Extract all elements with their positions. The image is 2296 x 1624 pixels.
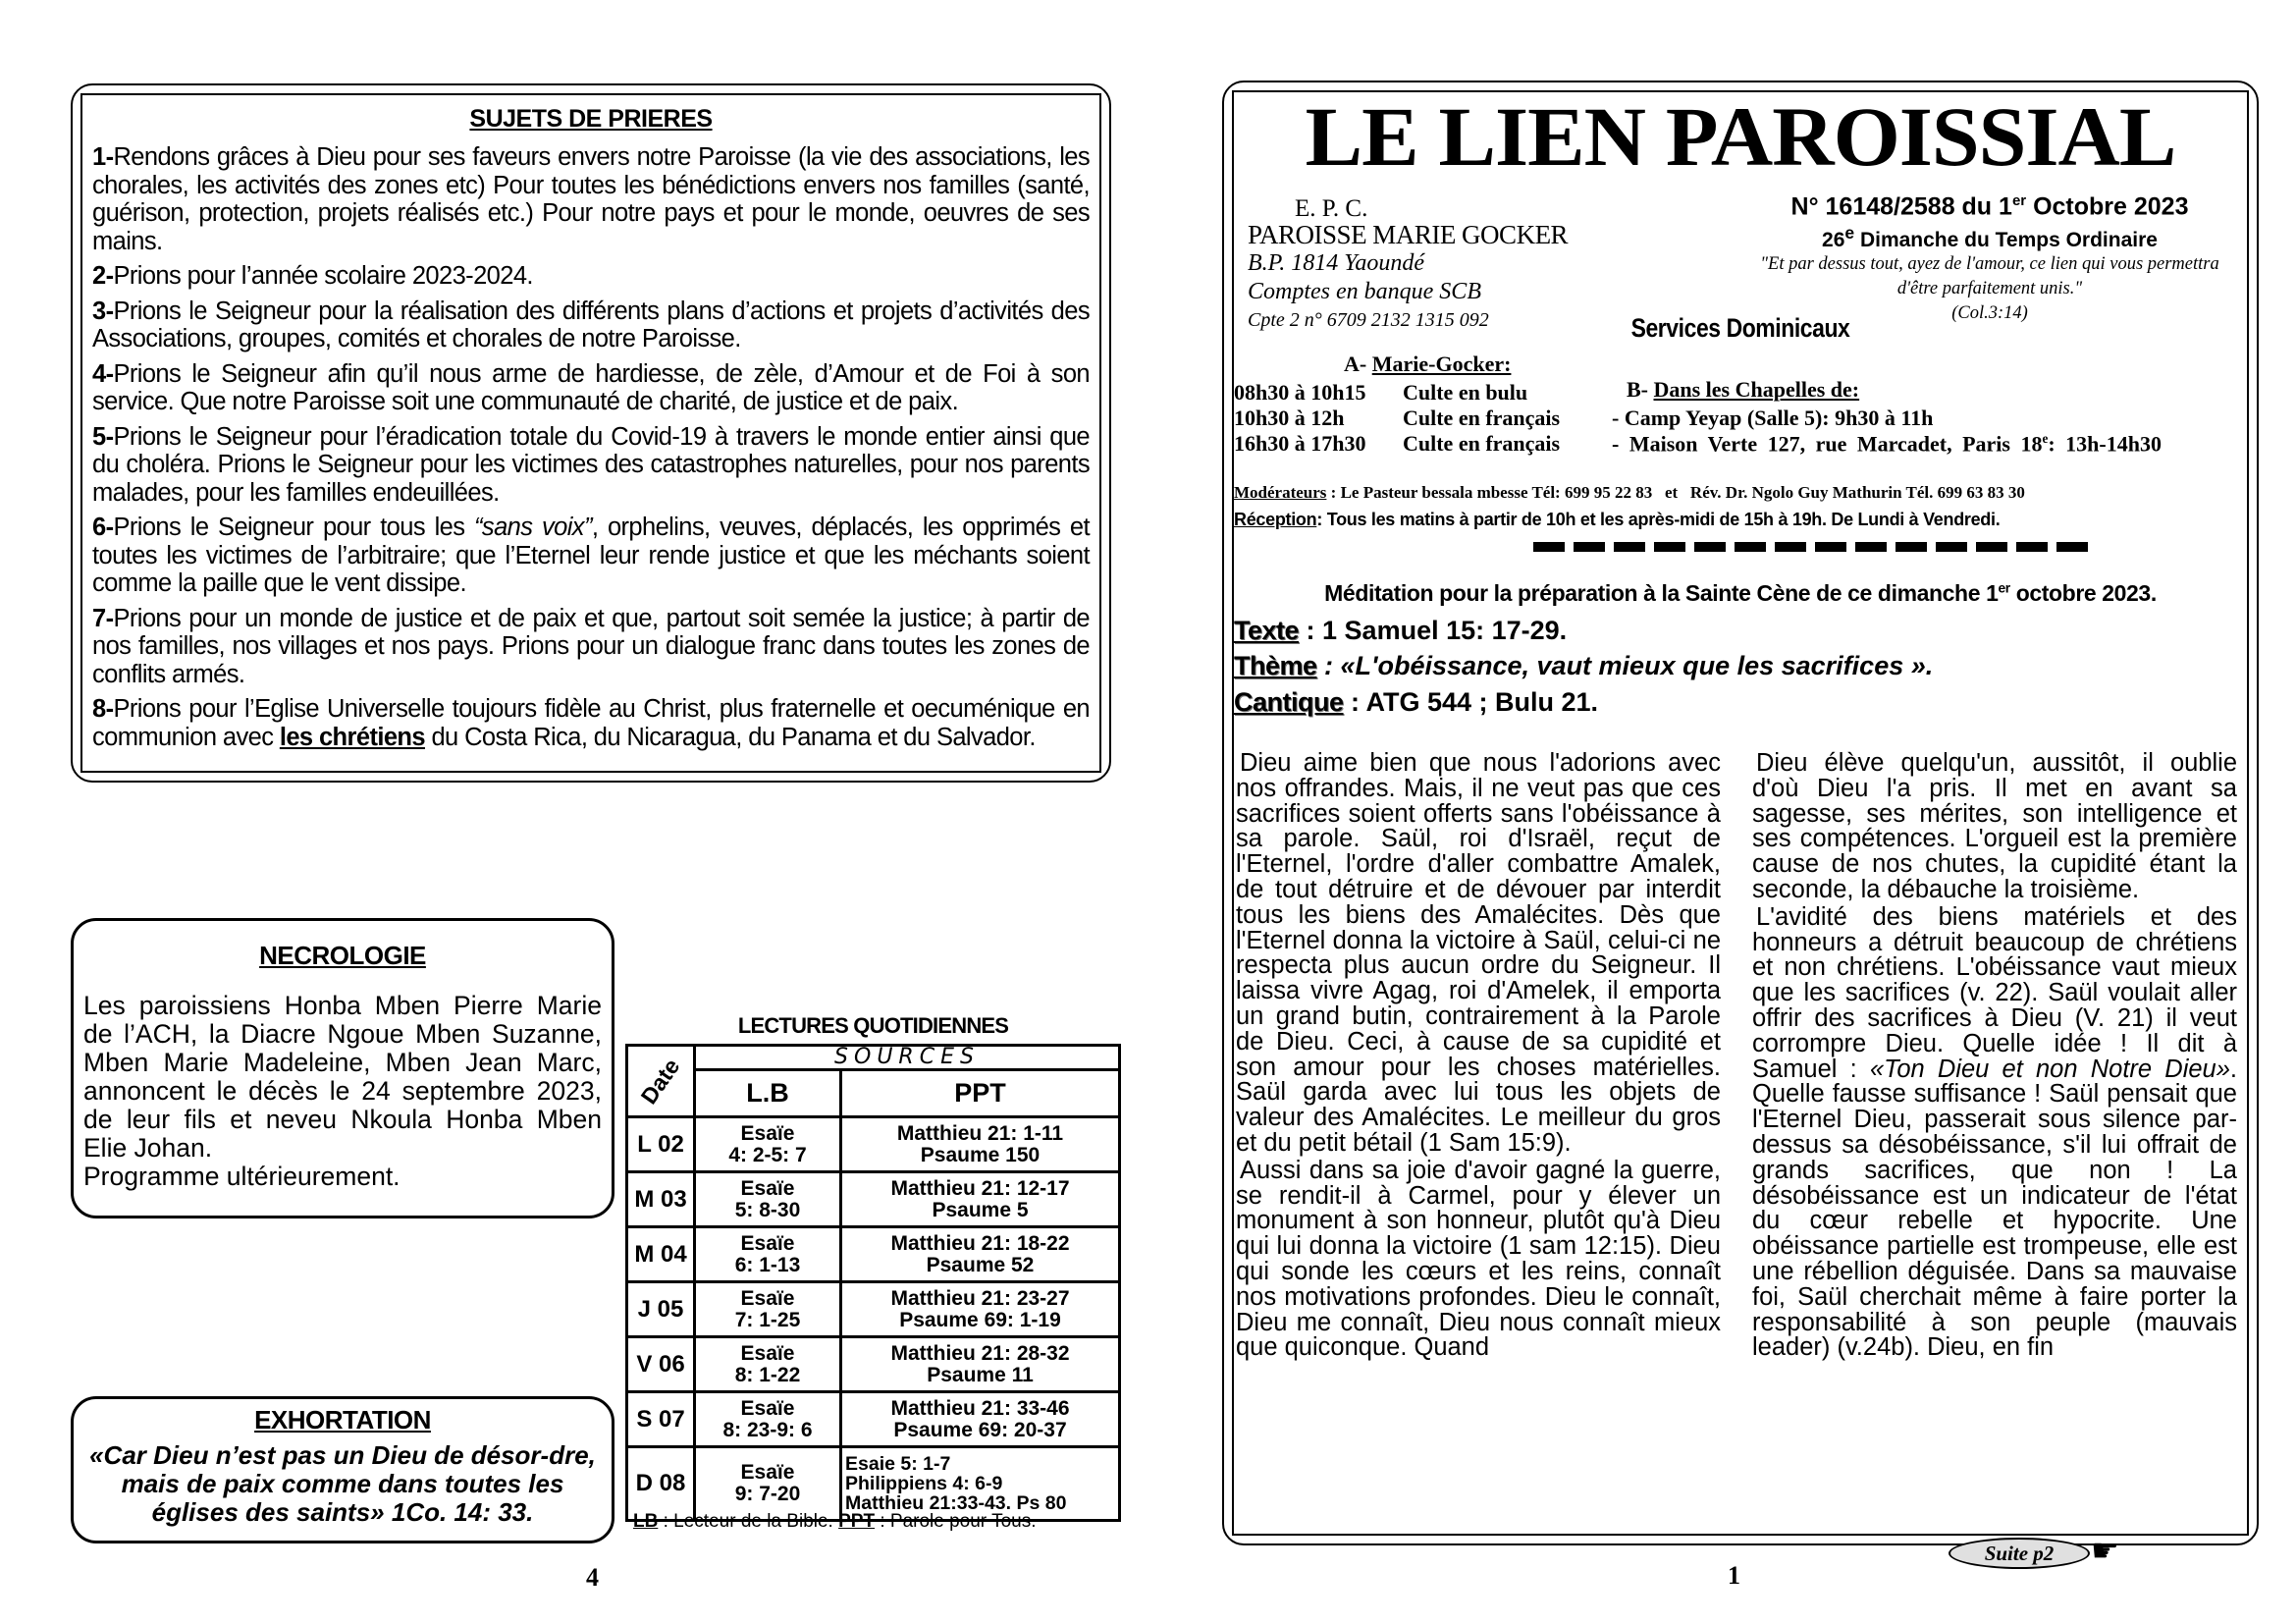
service-row: 16h30 à 17h30 Culte en français xyxy=(1234,431,1561,456)
motto-verse: "Et par dessus tout, ayez de l'amour, ce lien qui vous permettra d'être parfaitement unis." xyxy=(1760,254,2219,299)
date-cell: L 02 xyxy=(627,1117,695,1172)
lb-cell: Esaïe 7: 1-25 xyxy=(695,1282,841,1337)
ppt-cell: Matthieu 21: 1-11 Psaume 150 xyxy=(841,1117,1120,1172)
lectures-table xyxy=(625,1044,1121,1522)
table-row xyxy=(627,1227,1120,1282)
prayer-item: 8-Prions pour l’Eglise Universelle toujours fidèle au Christ, plus fraternelle et oecuménique en communion avec les chrétiens du Costa Rica, du Nicaragua, du Panama et du Salvador. xyxy=(92,695,1090,751)
continue-on-page-2-link[interactable]: Suite p2 xyxy=(1949,1538,2090,1569)
date-cell: M 03 xyxy=(627,1172,695,1227)
ppt-cell: Esaie 5: 1-7 Philippiens 4: 6-9 Matthieu 21:33-43. Ps 80 xyxy=(841,1447,1120,1521)
meditation-paragraph: L'avidité des biens matériels et des honneurs a détruit beaucoup de chrétiens et non chrétiens. L'obéissance vaut mieux que les sacrifices (v. 22). Saül voulait aller offrir des sacrifices à Dieu (V. 21) il veut corrompre Dieu. Quelle idée ! Il dit à Samuel : «Ton Dieu et non Notre Dieu». Quelle fausse suffisance ! Saül pensait que l'Eternel Dieu, passerait sous silence par-dessus sa désobéissance, s'il lui offrait de grands sacrifices, que non ! La désobéissance est un indicateur de l'état du cœur rebelle et hypocrite. Une obéissance partielle est trompeuse, elle est une rébellion déguisée. Dans sa mauvaise foi, Saül cherchait même à faire porter la responsabilité à son peuple (mauvais leader) (v.24b). Dieu, en fin xyxy=(1752,902,2237,1362)
front-page-box xyxy=(1222,81,2259,1545)
page-number-right: 1 xyxy=(1728,1561,1740,1590)
lectures-title: LECTURES QUOTIDIENNES xyxy=(737,1013,1009,1038)
parish-address: B.P. 1814 Yaoundé xyxy=(1248,250,1425,276)
lb-cell: Esaïe 4: 2-5: 7 xyxy=(695,1117,841,1172)
date-cell: S 07 xyxy=(627,1392,695,1447)
parish-name: PAROISSE MARIE GOCKER xyxy=(1248,220,1569,249)
date-cell: M 04 xyxy=(627,1227,695,1282)
ppt-cell: Matthieu 21: 33-46 Psaume 69: 20-37 xyxy=(841,1392,1120,1447)
date-header: Date xyxy=(627,1046,695,1117)
prayer-item: 4-Prions le Seigneur afin qu’il nous arme de hardiesse, de zèle, d’Amour et de Foi à son service. Que notre Paroisse soit une communauté de charité, de justice et de paix. xyxy=(92,359,1090,415)
prayer-item: 5-Prions le Seigneur pour l’éradication totale du Covid-19 à travers le monde entier ainsi que du choléra. Prions le Seigneur pour les victimes des catastrophes naturelles, pour nos parents malades, pour les familles endeuillées. xyxy=(92,422,1090,507)
table-row xyxy=(627,1117,1120,1172)
meditation-column-1 xyxy=(1236,751,1721,1363)
prayers-box xyxy=(71,83,1111,783)
exhortation-title: EXHORTATION xyxy=(254,1405,431,1435)
church-acronym: E. P. C. xyxy=(1295,195,1368,222)
parish-bank: Comptes en banque SCB xyxy=(1248,279,1481,304)
lectures-legend: LB : Lecteur de la Bible. PPT : Parole pour Tous. xyxy=(633,1511,1037,1532)
lb-cell: Esaïe 5: 8-30 xyxy=(695,1172,841,1227)
necrologie-box xyxy=(71,918,614,1218)
services-b-heading: B- Dans les Chapelles de: xyxy=(1627,377,1860,402)
table-row xyxy=(627,1447,1120,1521)
necrologie-footer: Programme ultérieurement. xyxy=(83,1162,400,1191)
prayers-inner xyxy=(80,93,1101,773)
moderators-line: Modérateurs : Le Pasteur bessala mbesse Tél: 699 95 22 83 et Rév. Dr. Ngolo Guy Mathurin Tél. 699 63 83 30 xyxy=(1234,483,2025,502)
date-cell: D 08 xyxy=(627,1447,695,1521)
necrologie-body xyxy=(83,992,602,1191)
lb-cell: Esaïe 8: 23-9: 6 xyxy=(695,1392,841,1447)
meditation-cantique: Cantique : ATG 544 ; Bulu 21. xyxy=(1234,687,1599,717)
ppt-cell: Matthieu 21: 12-17 Psaume 5 xyxy=(841,1172,1120,1227)
dashed-separator xyxy=(1533,542,2088,554)
service-row: 08h30 à 10h15 Culte en bulu xyxy=(1234,380,1528,405)
ppt-cell: Matthieu 21: 23-27 Psaume 69: 1-19 xyxy=(841,1282,1120,1337)
motto-reference: (Col.3:14) xyxy=(1951,303,2028,324)
ppt-cell: Matthieu 21: 18-22 Psaume 52 xyxy=(841,1227,1120,1282)
reception-line: Réception: Tous les matins à partir de 10h et les après-midi de 15h à 19h. De Lundi à Vendredi. xyxy=(1234,510,2001,529)
lb-header: L.B xyxy=(695,1070,841,1117)
sources-header: SOURCES xyxy=(695,1046,1120,1070)
prayers-title: SUJETS DE PRIERES xyxy=(469,105,713,133)
table-row xyxy=(627,1172,1120,1227)
necrologie-text: Les paroissiens Honba Mben Pierre Marie de l’ACH, la Diacre Ngoue Mben Suzanne, Mben Marie Madeleine, Mben Jean Marc, annoncent le décès le 24 septembre 2023, de leur fils et neveu Nkoula Honba Mben Elie Johan. xyxy=(83,991,602,1163)
issue-number: N° 16148/2588 du 1er Octobre 2023 xyxy=(1790,192,2189,221)
meditation-paragraph: Dieu aime bien que nous l'adorions avec nos offrandes. Mais, il ne veut pas que ces sacrifices soient offerts sans l'obéissance à sa parole. Saül, roi d'Israël, reçut de l'Eternel, l'ordre d'aller combattre Amalek, de tout détruire et de dévouer par interdit tous les biens des Amalécites. Dès que l'Eternel donna la victoire à Saül, celui-ci ne respecta plus aucun ordre du Seigneur. Il laissa vivre Agag, roi d'Amelek, il emporta un grand butin, contrairement à la Parole de Dieu. Ceci, à cause de sa cupidité et son amour pour les choses matérielles. Saül garda avec lui tous les objets de valeur des Amalécites. Le meilleur du gros et du petit bétail (1 Sam 15:9). xyxy=(1236,749,1721,1157)
meditation-paragraph: Dieu élève quelqu'un, aussitôt, il oublie d'où Dieu l'a pris. Il met en avant sa sagesse, ses mérites, son intelligence et ses compétences. L'orgueil est la première cause de nos chutes, la cupidité étant la seconde, la débauche la troisième. xyxy=(1752,749,2237,903)
page-number-left: 4 xyxy=(586,1563,599,1592)
necrologie-title: NECROLOGIE xyxy=(259,941,426,970)
lb-cell: Esaïe 6: 1-13 xyxy=(695,1227,841,1282)
chapel-row: - Maison Verte 127, rue Marcadet, Paris 18e: 13h-14h30 xyxy=(1612,431,2162,457)
table-row xyxy=(627,1337,1120,1392)
exhortation-quote: «Car Dieu n’est pas un Dieu de désor-dre, mais de paix comme dans toutes les églises des saints» 1Co. 14: 33. xyxy=(89,1440,596,1527)
lb-cell: Esaïe 8: 1-22 xyxy=(695,1337,841,1392)
prayer-item: 3-Prions le Seigneur pour la réalisation des différents plans d’actions et projets d’activités des Associations, groupes, comités et chorales de notre Paroisse. xyxy=(92,297,1090,352)
meditation-paragraph: Aussi dans sa joie d'avoir gagné la guerre, se rendit-il à Carmel, pour y élever un monument à son honneur, plutôt qu'à Dieu qui lui donna la victoire (1 sam 12:15). Dieu qui sonde les cœurs et les reins, connaît nos motivations profondes. Dieu le connaît, Dieu me connaît, Dieu nous connaît mieux que quiconque. Quand xyxy=(1236,1156,1721,1362)
table-row xyxy=(627,1282,1120,1337)
masthead-title: LE LIEN PAROISSIAL xyxy=(1305,89,2176,184)
lb-cell: Esaïe 9: 7-20 xyxy=(695,1447,841,1521)
exhortation-box xyxy=(71,1396,614,1543)
liturgical-sunday: 26e Dimanche du Temps Ordinaire xyxy=(1822,223,2158,252)
meditation-title: Méditation pour la préparation à la Sainte Cène de ce dimanche 1er octobre 2023. xyxy=(1324,580,2157,606)
meditation-theme: Thème : «L'obéissance, vaut mieux que les sacrifices ». xyxy=(1234,651,1934,680)
service-row: 10h30 à 12h Culte en français xyxy=(1234,406,1561,430)
table-row xyxy=(627,1392,1120,1447)
services-a-heading: A- Marie-Gocker: xyxy=(1344,352,1512,376)
date-cell: J 05 xyxy=(627,1282,695,1337)
services-title: Services Dominicaux xyxy=(1630,313,1850,343)
prayer-item: 6-Prions le Seigneur pour tous les “sans voix”, orphelins, veuves, déplacés, les opprimés et toutes les victimes de l’arbitraire; que l’Eternel leur rende justice et que les méchants soient comme la paille que le vent dissipe. xyxy=(92,514,1090,597)
meditation-texte: Texte : 1 Samuel 15: 17-29. xyxy=(1234,616,1568,645)
pointing-hand-icon: ☛ xyxy=(2091,1533,2119,1568)
prayer-item: 2-Prions pour l’année scolaire 2023-2024. xyxy=(92,262,533,290)
date-cell: V 06 xyxy=(627,1337,695,1392)
ppt-header: PPT xyxy=(841,1070,1120,1117)
prayer-item: 7-Prions pour un monde de justice et de paix et que, partout soit semée la justice; à partir de nos familles, nos villages et nos pays. Prions pour un dialogue franc dans toutes les zones de conflits armés. xyxy=(92,604,1090,688)
chapel-row: - Camp Yeyap (Salle 5): 9h30 à 11h xyxy=(1612,406,1934,430)
front-page-inner xyxy=(1232,90,2249,1536)
meditation-column-2 xyxy=(1752,751,2237,1363)
issue-info xyxy=(1735,187,2245,326)
parish-account: Cpte 2 n° 6709 2132 1315 092 xyxy=(1248,309,1489,331)
ppt-cell: Matthieu 21: 28-32 Psaume 11 xyxy=(841,1337,1120,1392)
prayer-item: 1-Rendons grâces à Dieu pour ses faveurs envers notre Paroisse (la vie des associations, les chorales, les activités des zones etc) Pour toutes les bénédictions envers nos familles (santé, guérison, protection, projets réalisés etc.) Pour notre pays et pour le monde, oeuvres de ses mains. xyxy=(92,143,1090,255)
